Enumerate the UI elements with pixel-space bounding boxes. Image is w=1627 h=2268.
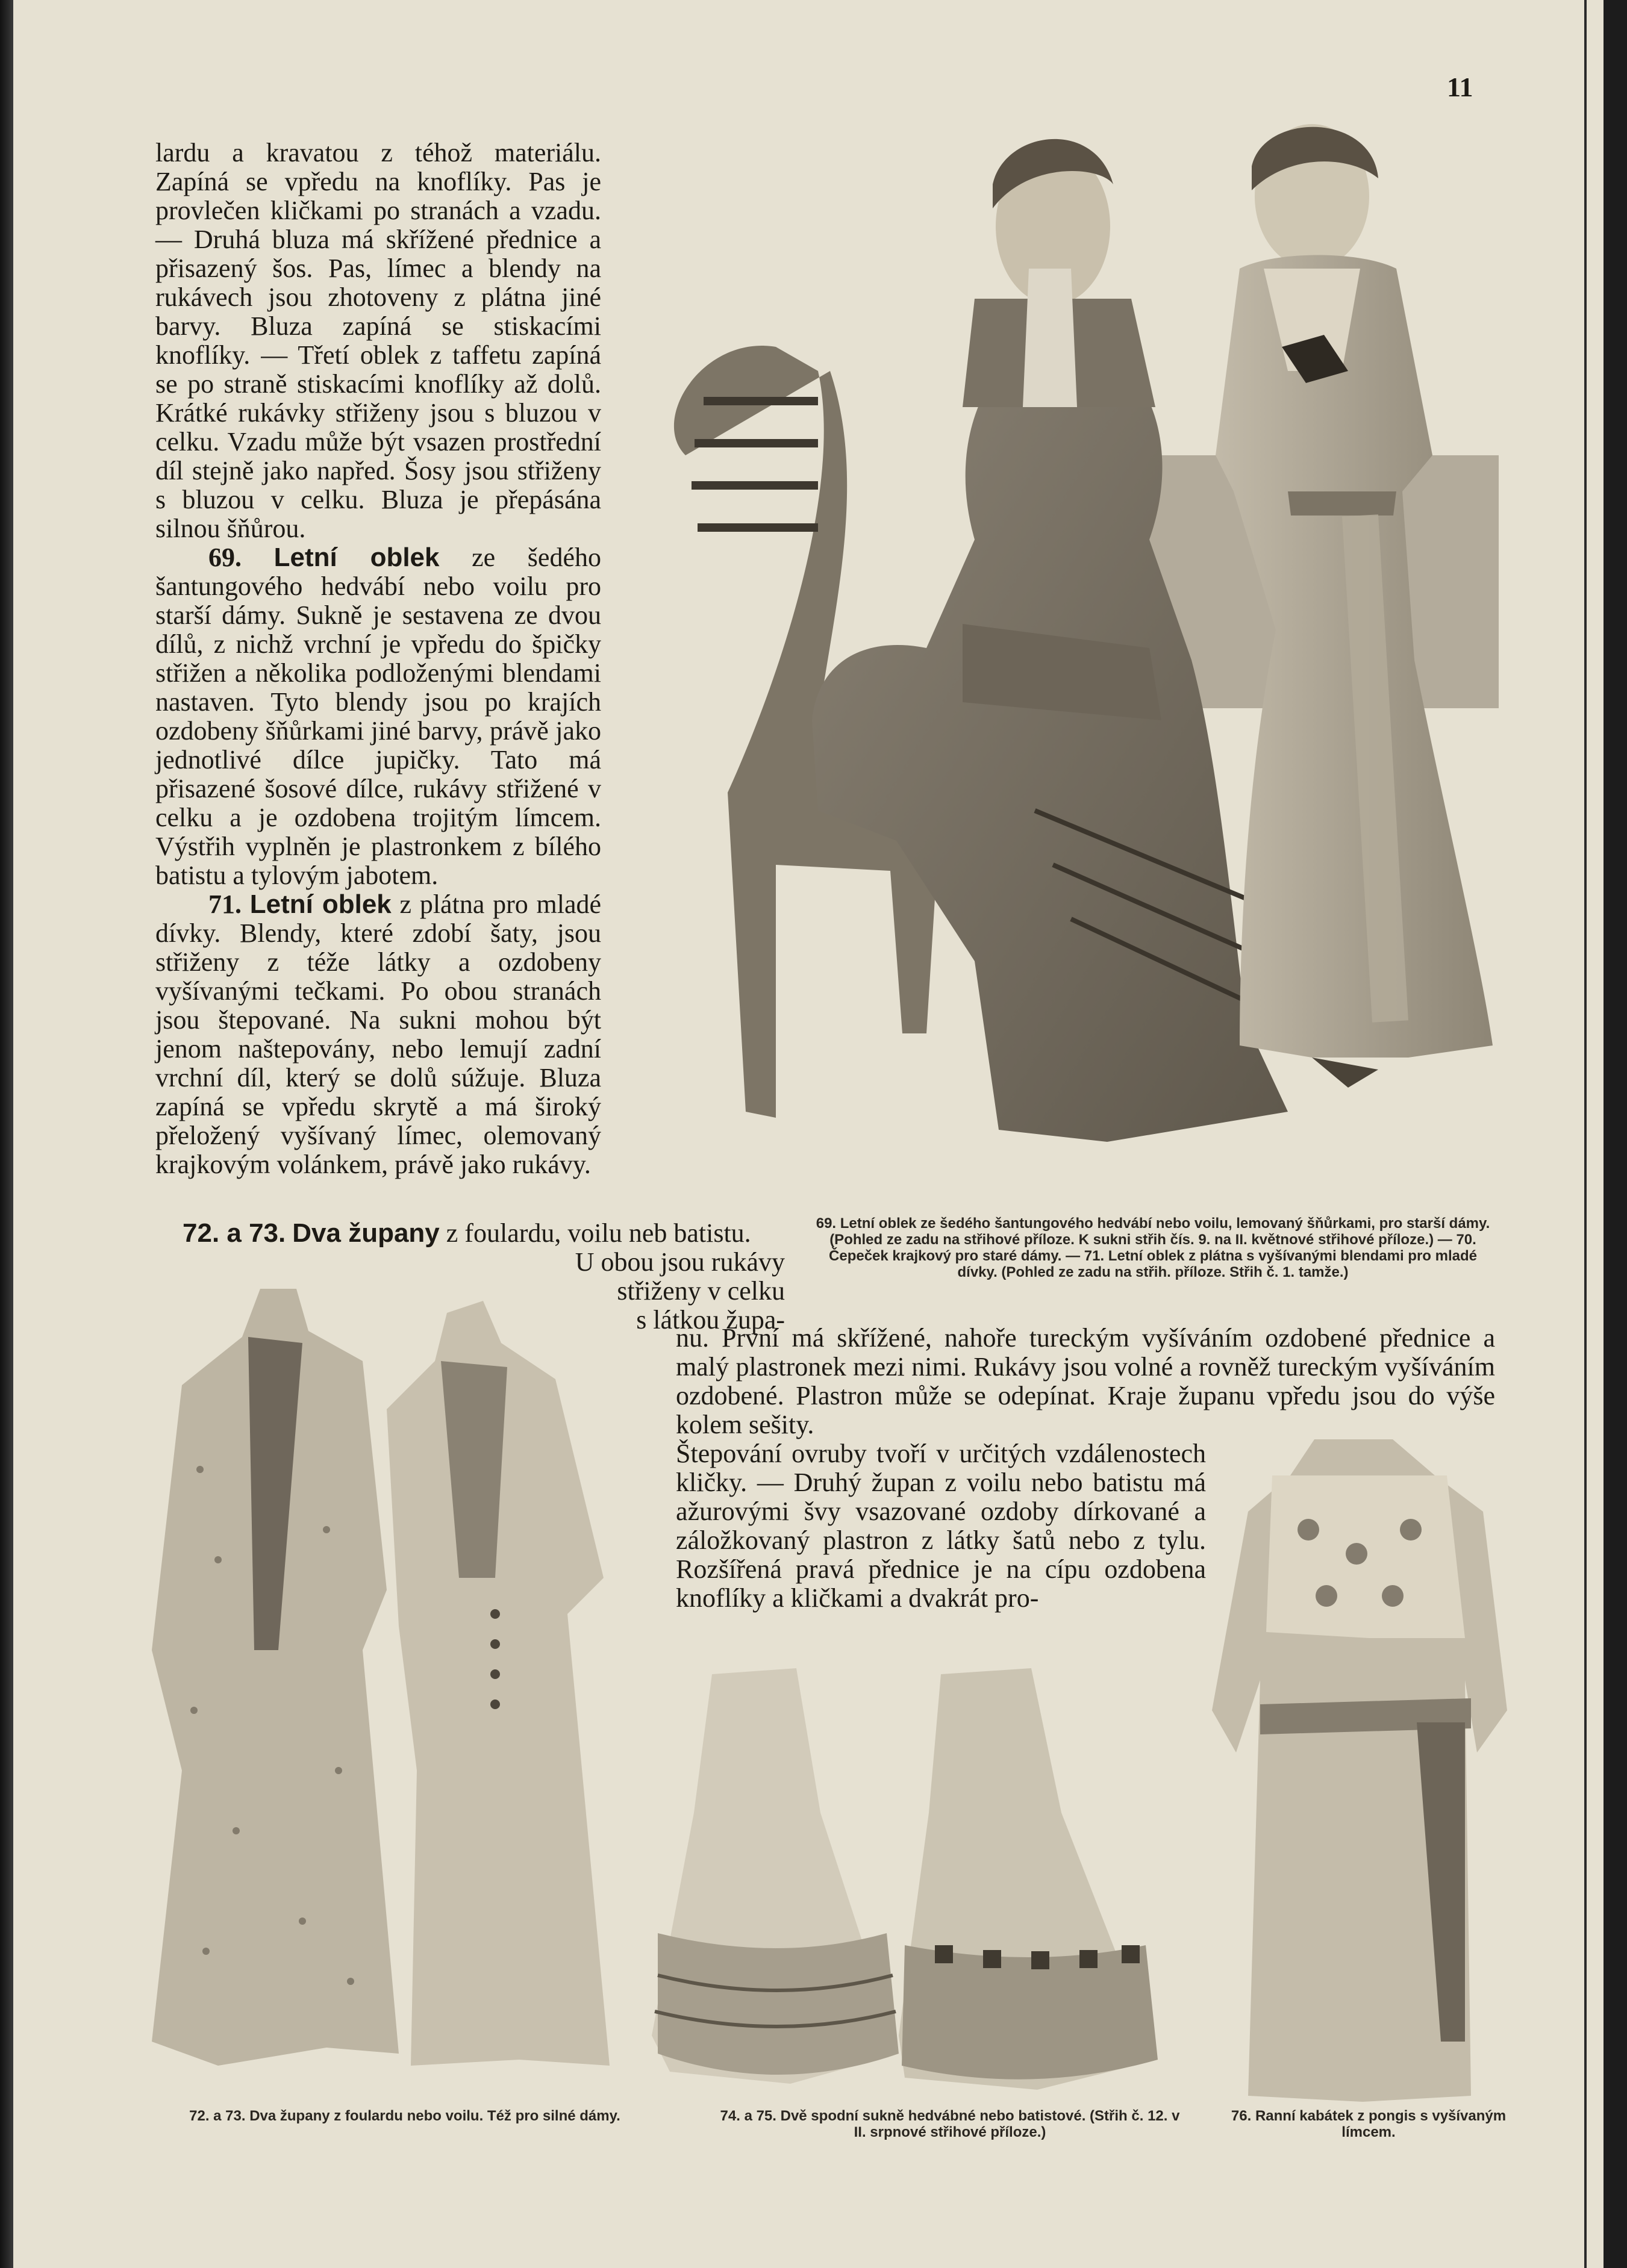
- item-72-line-3: střiženy v celku: [617, 1276, 785, 1306]
- item-69-heading: Letní oblek: [273, 543, 440, 572]
- column-text: [155, 139, 601, 1179]
- item-72-line-2: U obou jsou rukávy: [575, 1247, 785, 1277]
- item-72-line-1: [155, 1219, 785, 1248]
- illustration-petticoats: [646, 1662, 1176, 2096]
- item-69-number: 69.: [208, 543, 242, 572]
- page-right-border: [1584, 0, 1587, 2268]
- illustration-two-women-summer-dresses: [637, 118, 1499, 1202]
- item-72-heading: Dva župany: [292, 1218, 440, 1248]
- paragraph-continued: lardu a kravatou z téhož materiálu. Zapíná se vpředu na knoflíky. Pas je provlečen kličkami po stranách a vzadu. — Druhá bluza má skřížené přednice a přisazený šos. Pas, límec a blendy na rukávech jsou zhotoveny z plátna jiné barvy. Bluza zapíná se stiskacími knoflíky. — Třetí oblek z taffetu zapíná se po straně stiskacími knoflíky až dolů. Krátké rukávky střiženy jsou s bluzou v celku. Vzadu může být vsazen prostřední díl stejně jako napřed. Šosy jsou střiženy s bluzou v celku. Bluza je přepásána silnou šňůrou.: [155, 138, 601, 543]
- item-72-line-4: s látkou župa-: [636, 1305, 785, 1335]
- item-72-number: 72. a 73.: [183, 1218, 286, 1248]
- page-binding-edge: [0, 0, 13, 2268]
- item-72-intro: [155, 1219, 785, 1335]
- caption-figure-76: 76. Ranní kabátek z pongis s vyšívaným límcem.: [1231, 2108, 1507, 2140]
- item-72-continuation: [676, 1324, 1495, 1613]
- item-71-heading: Letní oblek: [249, 889, 392, 919]
- caption-figure-69: 69. Letní oblek ze šedého šantungového hedvábí nebo voilu, lemovaný šňůrkami, pro starší dámy. (Pohled ze zadu na střihové příloze. K sukni střih čís. 9. na II. květnové střihové příloze.) — 70. Čepeček krajkový pro staré dámy. — 71. Letní oblek z plátna s vyšívanými blendami pro mladé dívky. (Pohled ze zadu na střih. příloze. Střih č. 1. tamže.): [816, 1215, 1490, 1280]
- magazine-page: [13, 0, 1604, 2268]
- item-69-text: ze šedého šantungového hedvábí nebo voilu pro starší dámy. Sukně je sestavena ze dvou dílů, z nichž vrchní je vpředu do špičky střižen a několika podloženými blendami nastaven. Tyto blendy jsou po krajích ozdobeny šňůrkami jiné barvy, právě jako jednotlivé dílce jupičky. Tato má přisazené šosové dílce, rukávy střižené v celku a je ozdobena trojitým límcem. Výstřih vyplněn je plastronkem z bílého batistu a tylovým jabotem.: [155, 543, 601, 890]
- item-72-text-narrow: Štepování ovruby tvoří v určitých vzdálenostech kličky. — Druhý župan z voilu nebo batistu má ažurovými švy vsazované ozdoby dírkované a záložkovaný plastron z látky šatů nebo z tylu. Rozšířená pravá přednice je na cípu ozdobena knoflíky a kličkami a dvakrát pro-: [676, 1439, 1206, 1613]
- caption-figure-74: 74. a 75. Dvě spodní sukně hedvábné nebo batistové. (Střih č. 12. v II. srpnové střihové příloze.): [720, 2108, 1180, 2140]
- illustration-dressing-gowns: [146, 1289, 628, 2072]
- caption-figure-72: 72. a 73. Dva župany z foulardu nebo voilu. Též pro silné dámy.: [189, 2108, 620, 2124]
- paragraph-item-71: [155, 890, 601, 1179]
- item-72-line-1-text: z foulardu, voilu neb batistu.: [446, 1218, 751, 1248]
- item-72-text-wide: nu. První má skřížené, nahoře tureckým vyšíváním ozdobené přednice a malý plastronek mezi nimi. Rukávy jsou volné a rovněž tureckým vyšíváním ozdobené. Plastron může se odepínat. Kraje županu vpředu jsou do výše kolem sešity.: [676, 1323, 1495, 1439]
- paragraph-item-69: [155, 543, 601, 890]
- item-71-text: z plátna pro mladé dívky. Blendy, které zdobí šaty, jsou střiženy z téže látky a ozdobeny vyšívanými tečkami. Po obou stranách jsou štepované. Na sukni mohou být jenom naštepovány, nebo lemují zadní vrchní díl, který se dolů súžuje. Bluza zapíná se vpředu skrytě a má široký přeložený vyšívaný límec, olemovaný krajkovým volánkem, právě jako rukávy.: [155, 889, 602, 1179]
- page-number: 11: [1447, 72, 1473, 102]
- item-71-number: 71.: [208, 889, 242, 919]
